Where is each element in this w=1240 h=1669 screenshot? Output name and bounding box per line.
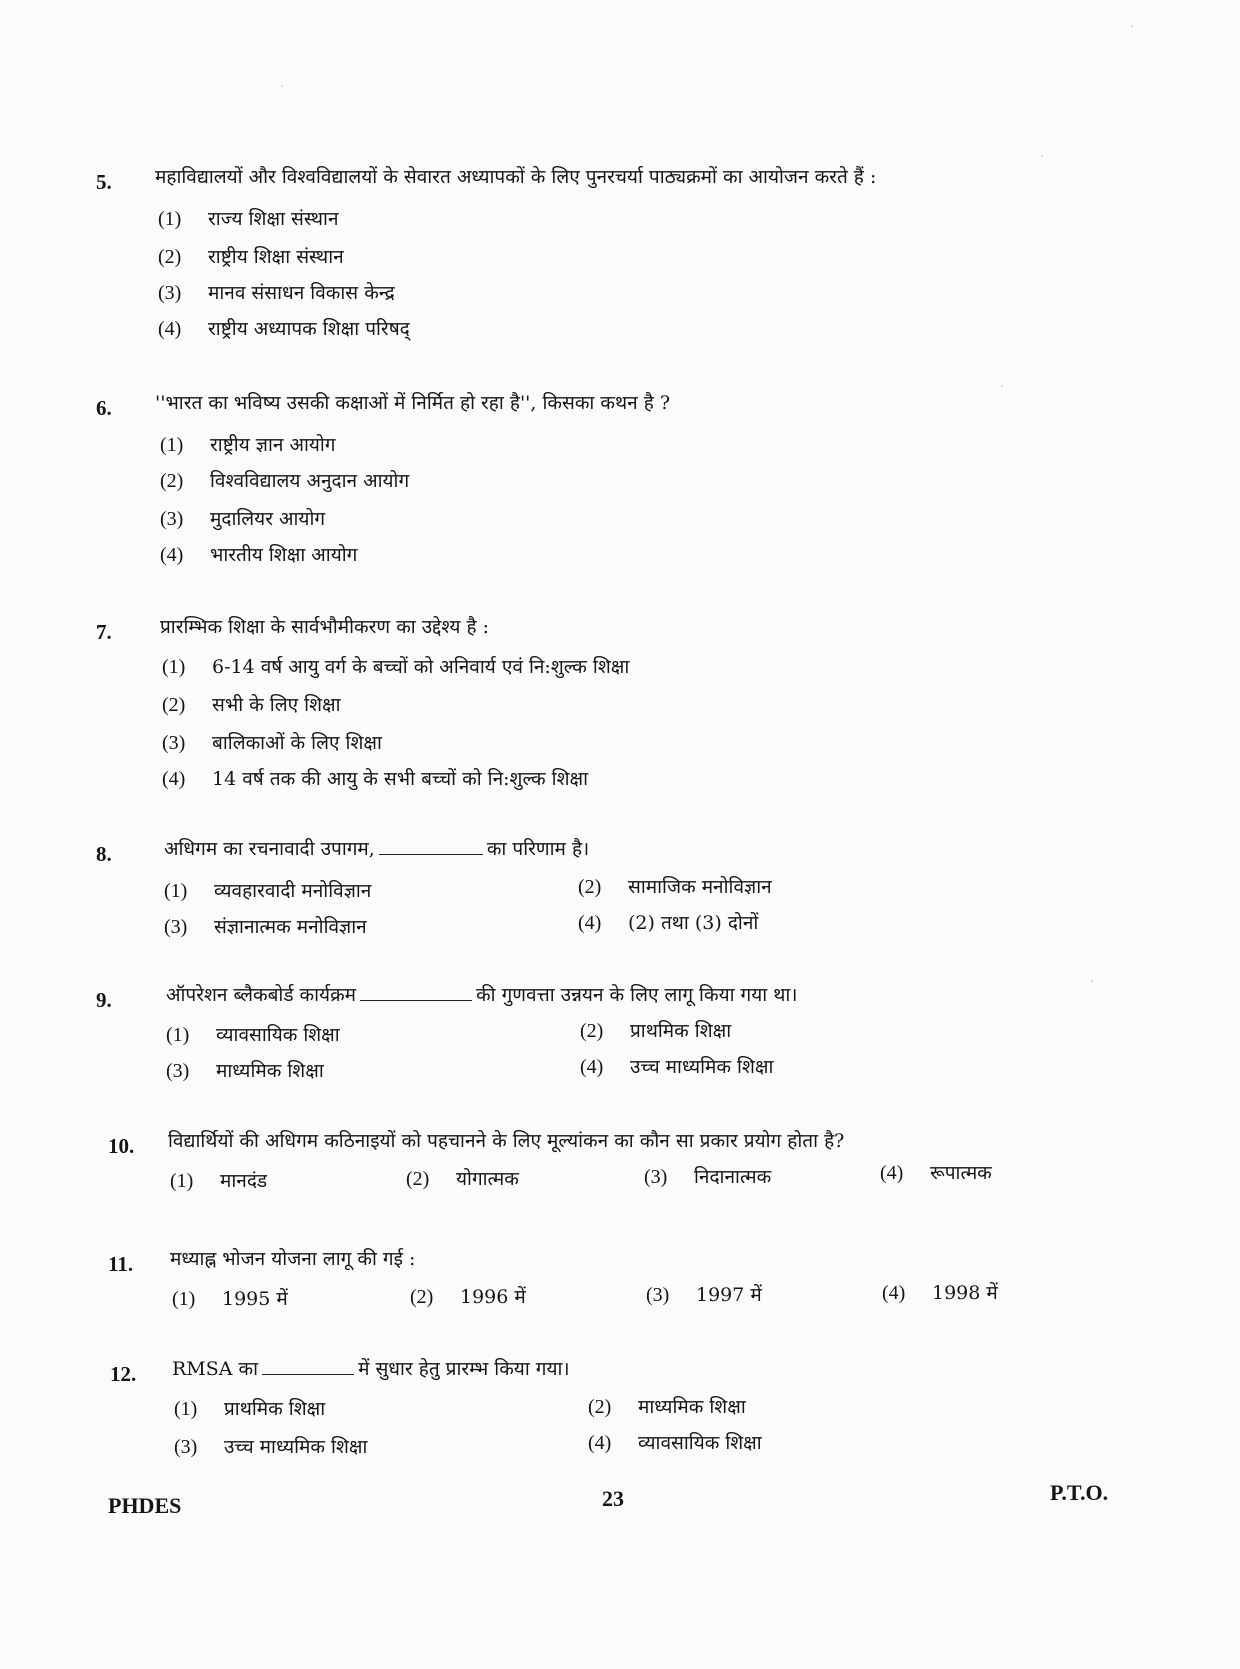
option-number: (3) xyxy=(166,1060,190,1082)
option-number: (4) xyxy=(588,1432,612,1454)
option-1 xyxy=(160,432,336,458)
please-turn-over: P.T.O. xyxy=(1050,1480,1109,1505)
option-2 xyxy=(160,468,409,494)
option-text: भारतीय शिक्षा आयोग xyxy=(210,544,358,566)
option-text: माध्यमिक शिक्षा xyxy=(638,1396,746,1418)
answer-blank xyxy=(360,982,472,1001)
option-text: व्यावसायिक शिक्षा xyxy=(216,1024,340,1046)
option-text: 1997 में xyxy=(696,1284,762,1306)
option-text: व्यवहारवादी मनोविज्ञान xyxy=(214,880,372,902)
option-number: (1) xyxy=(164,880,188,902)
option-text: राष्ट्रीय अध्यापक शिक्षा परिषद् xyxy=(208,318,410,340)
option-number: (2) xyxy=(580,1020,604,1042)
option-4 xyxy=(880,1160,992,1186)
option-number: (3) xyxy=(162,732,186,754)
option-2 xyxy=(578,874,772,900)
option-2 xyxy=(588,1394,746,1420)
option-1 xyxy=(164,878,371,904)
option-1 xyxy=(174,1396,325,1422)
option-1 xyxy=(172,1286,288,1312)
scan-speck: · xyxy=(1090,975,1095,990)
option-2 xyxy=(158,244,344,270)
option-4 xyxy=(882,1280,998,1306)
option-number: (4) xyxy=(162,768,186,790)
option-4 xyxy=(162,766,588,792)
option-text: बालिकाओं के लिए शिक्षा xyxy=(212,732,382,754)
option-text: विश्वविद्यालय अनुदान आयोग xyxy=(210,470,410,492)
option-number: (4) xyxy=(160,544,184,566)
option-text: प्राथमिक शिक्षा xyxy=(630,1020,732,1042)
option-text: प्राथमिक शिक्षा xyxy=(224,1398,326,1420)
option-text: व्यावसायिक शिक्षा xyxy=(638,1432,762,1454)
option-2 xyxy=(406,1166,519,1192)
option-number: (2) xyxy=(578,876,602,898)
option-text: माध्यमिक शिक्षा xyxy=(216,1060,324,1082)
option-number: (1) xyxy=(170,1170,194,1192)
option-number: (2) xyxy=(588,1396,612,1418)
option-number: (1) xyxy=(174,1398,198,1420)
option-number: (2) xyxy=(158,246,182,268)
option-text: मानदंड xyxy=(220,1170,268,1192)
option-3 xyxy=(174,1434,367,1460)
option-4 xyxy=(158,316,410,342)
stem-before-blank: RMSA का xyxy=(172,1358,259,1380)
question-stem: महाविद्यालयों और विश्वविद्यालयों के सेवारत अध्यापकों के लिए पुनरचर्या पाठ्यक्रमों का आयोजन करते हैं : xyxy=(155,166,877,188)
option-2 xyxy=(162,692,341,718)
option-text: राष्ट्रीय ज्ञान आयोग xyxy=(210,434,336,456)
paper-code: PHDES xyxy=(108,1493,182,1518)
option-4 xyxy=(578,910,758,936)
option-number: (3) xyxy=(174,1436,198,1458)
stem-before-blank: अधिगम का रचनावादी उपागम, xyxy=(164,838,375,860)
question-stem xyxy=(166,982,1086,1008)
option-4 xyxy=(580,1054,773,1080)
question-stem xyxy=(172,1356,1092,1382)
option-text: निदानात्मक xyxy=(694,1166,772,1188)
option-number: (2) xyxy=(410,1286,434,1308)
option-text: योगात्मक xyxy=(456,1168,519,1190)
option-1 xyxy=(158,206,339,232)
answer-blank xyxy=(379,836,483,855)
option-3 xyxy=(164,914,367,940)
question-stem: विद्यार्थियों की अधिगम कठिनाइयों को पहचानने के लिए मूल्यांकन का कौन सा प्रकार प्रयोग होता है? xyxy=(168,1130,845,1152)
question-number: 11. xyxy=(108,1252,134,1276)
option-text: राज्य शिक्षा संस्थान xyxy=(208,208,339,230)
option-3 xyxy=(646,1282,762,1308)
option-number: (3) xyxy=(644,1166,668,1188)
option-number: (2) xyxy=(160,470,184,492)
option-text: संज्ञानात्मक मनोविज्ञान xyxy=(214,916,367,938)
option-text: राष्ट्रीय शिक्षा संस्थान xyxy=(208,246,344,268)
option-number: (3) xyxy=(164,916,188,938)
option-3 xyxy=(158,280,395,306)
question-stem: मध्याह्न भोजन योजना लागू की गई : xyxy=(170,1248,416,1270)
stem-before-blank: ऑपरेशन ब्लैकबोर्ड कार्यक्रम xyxy=(166,984,357,1006)
option-number: (3) xyxy=(160,508,184,530)
option-text: (2) तथा (3) दोनों xyxy=(628,912,759,934)
page-number: 23 xyxy=(602,1486,624,1511)
option-3 xyxy=(166,1058,324,1084)
option-number: (1) xyxy=(166,1024,190,1046)
question-number: 8. xyxy=(96,842,112,866)
question-number: 7. xyxy=(96,620,112,644)
option-number: (4) xyxy=(578,912,602,934)
option-text: उच्च माध्यमिक शिक्षा xyxy=(224,1436,368,1458)
stem-after-blank: में सुधार हेतु प्रारम्भ किया गया। xyxy=(358,1358,570,1380)
option-number: (4) xyxy=(882,1282,906,1304)
scan-speck: · xyxy=(1000,380,1005,395)
answer-blank xyxy=(262,1356,354,1375)
option-3 xyxy=(160,506,325,532)
stem-after-blank: की गुणवत्ता उन्नयन के लिए लागू किया गया था। xyxy=(476,984,798,1006)
option-text: सामाजिक मनोविज्ञान xyxy=(628,876,772,898)
option-number: (1) xyxy=(158,208,182,230)
question-number: 5. xyxy=(96,170,112,194)
option-1 xyxy=(170,1168,267,1194)
question-stem: प्रारम्भिक शिक्षा के सार्वभौमीकरण का उद्देश्य है : xyxy=(160,616,490,638)
option-text: 1995 में xyxy=(222,1288,288,1310)
option-number: (4) xyxy=(580,1056,604,1078)
stem-after-blank: का परिणाम है। xyxy=(486,838,590,860)
option-number: (2) xyxy=(406,1168,430,1190)
option-number: (3) xyxy=(158,282,182,304)
scan-speck: · xyxy=(1130,20,1135,35)
scan-speck: · xyxy=(1040,150,1045,165)
option-number: (4) xyxy=(880,1162,904,1184)
option-text: मानव संसाधन विकास केन्द्र xyxy=(208,282,395,304)
option-number: (1) xyxy=(160,434,184,456)
question-number: 9. xyxy=(96,988,112,1012)
option-3 xyxy=(162,730,382,756)
question-number: 6. xyxy=(96,396,112,420)
option-text: 1998 में xyxy=(932,1282,998,1304)
option-text: उच्च माध्यमिक शिक्षा xyxy=(630,1056,774,1078)
option-number: (4) xyxy=(158,318,182,340)
option-text: रूपात्मक xyxy=(930,1162,992,1184)
option-1 xyxy=(166,1022,340,1048)
option-text: 1996 में xyxy=(460,1286,526,1308)
option-number: (1) xyxy=(162,656,186,678)
option-number: (1) xyxy=(172,1288,196,1310)
option-3 xyxy=(644,1164,771,1190)
question-stem: ''भारत का भविष्य उसकी कक्षाओं में निर्मित हो रहा है'', किसका कथन है ? xyxy=(155,392,671,414)
option-number: (3) xyxy=(646,1284,670,1306)
option-text: मुदालियर आयोग xyxy=(210,508,326,530)
question-number: 10. xyxy=(108,1134,135,1158)
option-number: (2) xyxy=(162,694,186,716)
scan-speck: · xyxy=(280,80,285,95)
option-text: 14 वर्ष तक की आयु के सभी बच्चों को नि:शुल्क शिक्षा xyxy=(212,768,589,790)
option-1 xyxy=(162,654,629,680)
option-4 xyxy=(160,542,357,568)
option-text: 6-14 वर्ष आयु वर्ग के बच्चों को अनिवार्य एवं नि:शुल्क शिक्षा xyxy=(212,656,630,678)
option-text: सभी के लिए शिक्षा xyxy=(212,694,341,716)
option-2 xyxy=(580,1018,731,1044)
option-4 xyxy=(588,1430,762,1456)
question-stem xyxy=(164,836,1084,862)
option-2 xyxy=(410,1284,526,1310)
question-number: 12. xyxy=(110,1362,137,1386)
